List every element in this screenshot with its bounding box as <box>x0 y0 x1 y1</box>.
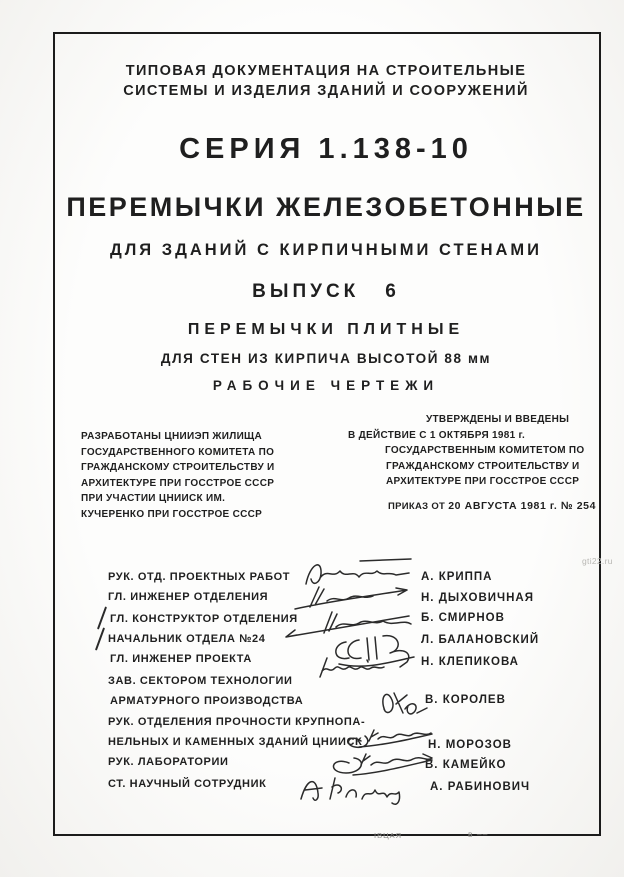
main-title-wrap <box>53 192 599 223</box>
doc-type-wrap <box>53 377 599 395</box>
sig-name: Н. ДЫХОВИЧНАЯ <box>421 592 534 604</box>
handwritten-signatures <box>270 550 435 810</box>
sig-name: А. КРИППА <box>421 571 493 583</box>
stamp-remnant-left: ІВЦАЯ <box>374 831 403 840</box>
sig-name: Б. СМИРНОВ <box>421 612 505 624</box>
watermark-text: gti22.ru <box>582 556 613 566</box>
sig-name: Н. КЛЕПИКОВА <box>421 656 519 668</box>
document-subtitle: ДЛЯ ЗДАНИЙ С КИРПИЧНЫМИ СТЕНАМИ <box>109 241 543 259</box>
sig-label: РУК. ОТД. ПРОЕКТНЫХ РАБОТ <box>108 571 291 583</box>
sig-label: НЕЛЬНЫХ И КАМЕННЫХ ЗДАНИЙ ЦНИИСК <box>108 736 363 748</box>
developed-by-block <box>81 429 275 523</box>
order-line <box>348 499 596 515</box>
signature-korolev <box>383 693 427 714</box>
signature-krippa <box>306 559 411 584</box>
sig-label: НАЧАЛЬНИК ОТДЕЛА №24 <box>108 633 266 645</box>
approved-by-line: УТВЕРЖДЕНЫ И ВВЕДЕНЫ <box>426 414 570 425</box>
stamp-remnant-right: в ‒‒ <box>468 829 489 839</box>
signature-morozov <box>348 730 432 747</box>
issue-number: 6 <box>385 281 400 302</box>
doc-type: РАБОЧИЕ ЧЕРТЕЖИ <box>212 378 440 393</box>
sig-label: ГЛ. ИНЖЕНЕР ПРОЕКТА <box>110 653 252 665</box>
series-number: СЕРИЯ 1.138-10 <box>179 133 473 165</box>
sig-label: СТ. НАУЧНЫЙ СОТРУДНИК <box>108 778 267 790</box>
sig-name: А. РАБИНОВИЧ <box>430 781 531 793</box>
developed-by-line: РАЗРАБОТАНЫ ЦНИИЭП ЖИЛИЩА <box>81 431 263 442</box>
signature-kameyko <box>334 754 432 775</box>
developed-by-line: АРХИТЕКТУРЕ ПРИ ГОССТРОЕ СССР <box>81 477 275 489</box>
sig-label: РУК. ЛАБОРАТОРИИ <box>108 756 229 768</box>
order-value: 20 АВГУСТА 1981 г. № 254 <box>448 499 597 512</box>
issue-label: ВЫПУСК <box>252 281 360 302</box>
sig-label: РУК. ОТДЕЛЕНИЯ ПРОЧНОСТИ КРУПНОПА- <box>108 716 366 728</box>
developed-by-line: ПРИ УЧАСТИИ ЦНИИСК ИМ. <box>81 493 226 505</box>
section-subtitle-wrap <box>53 350 599 368</box>
approved-by-line: ГРАЖДАНСКОМУ СТРОИТЕЛЬСТВУ И <box>386 460 580 472</box>
section-subtitle: ДЛЯ СТЕН ИЗ КИРПИЧА ВЫСОТОЙ 88 мм <box>160 351 492 366</box>
series-line <box>53 133 599 166</box>
signature-rabinovich <box>301 778 400 804</box>
signature-smirnov <box>286 612 411 637</box>
approved-by-line: В ДЕЙСТВИЕ С 1 ОКТЯБРЯ 1981 г. <box>348 429 526 441</box>
masthead-line2: СИСТЕМЫ И ИЗДЕЛИЯ ЗДАНИЙ И СООРУЖЕНИЙ <box>123 83 529 99</box>
signature-klepikova <box>320 658 384 677</box>
developed-by-line: КУЧЕРЕНКО ПРИ ГОССТРОЕ СССР <box>81 508 263 520</box>
sig-name: Л. БАЛАНОВСКИЙ <box>421 634 540 646</box>
approved-by-line: АРХИТЕКТУРЕ ПРИ ГОССТРОЕ СССР <box>386 476 580 488</box>
section-title-wrap <box>53 321 599 339</box>
sig-name: Н. МОРОЗОВ <box>428 739 512 751</box>
document-title: ПЕРЕМЫЧКИ ЖЕЛЕЗОБЕТОННЫЕ <box>66 192 586 222</box>
issue-line <box>53 281 599 303</box>
sig-label: ЗАВ. СЕКТОРОМ ТЕХНОЛОГИИ <box>108 675 293 687</box>
approved-by-line: ГОСУДАРСТВЕННЫМ КОМИТЕТОМ ПО <box>385 445 585 457</box>
signature-balanovsky <box>336 636 414 667</box>
sig-label: ГЛ. КОНСТРУКТОР ОТДЕЛЕНИЯ <box>110 613 298 625</box>
sig-label: АРМАТУРНОГО ПРОИЗВОДСТВА <box>110 695 304 707</box>
sig-label: ГЛ. ИНЖЕНЕР ОТДЕЛЕНИЯ <box>108 591 269 603</box>
developed-by-line: ГОСУДАРСТВЕННОГО КОМИТЕТА ПО <box>81 446 275 458</box>
approved-by-block <box>348 412 596 515</box>
main-subtitle-wrap <box>53 241 599 260</box>
sig-name: В. КОРОЛЕВ <box>425 694 506 706</box>
masthead <box>53 63 599 99</box>
developed-by-line: ГРАЖДАНСКОМУ СТРОИТЕЛЬСТВУ И <box>81 462 275 474</box>
section-title: ПЕРЕМЫЧКИ ПЛИТНЫЕ <box>187 321 465 338</box>
masthead-line1: ТИПОВАЯ ДОКУМЕНТАЦИЯ НА СТРОИТЕЛЬНЫЕ <box>125 63 527 79</box>
signature-dykhovichnaya <box>295 587 407 609</box>
sig-name: В. КАМЕЙКО <box>425 759 507 771</box>
order-prefix: ПРИКАЗ ОТ <box>388 500 446 512</box>
